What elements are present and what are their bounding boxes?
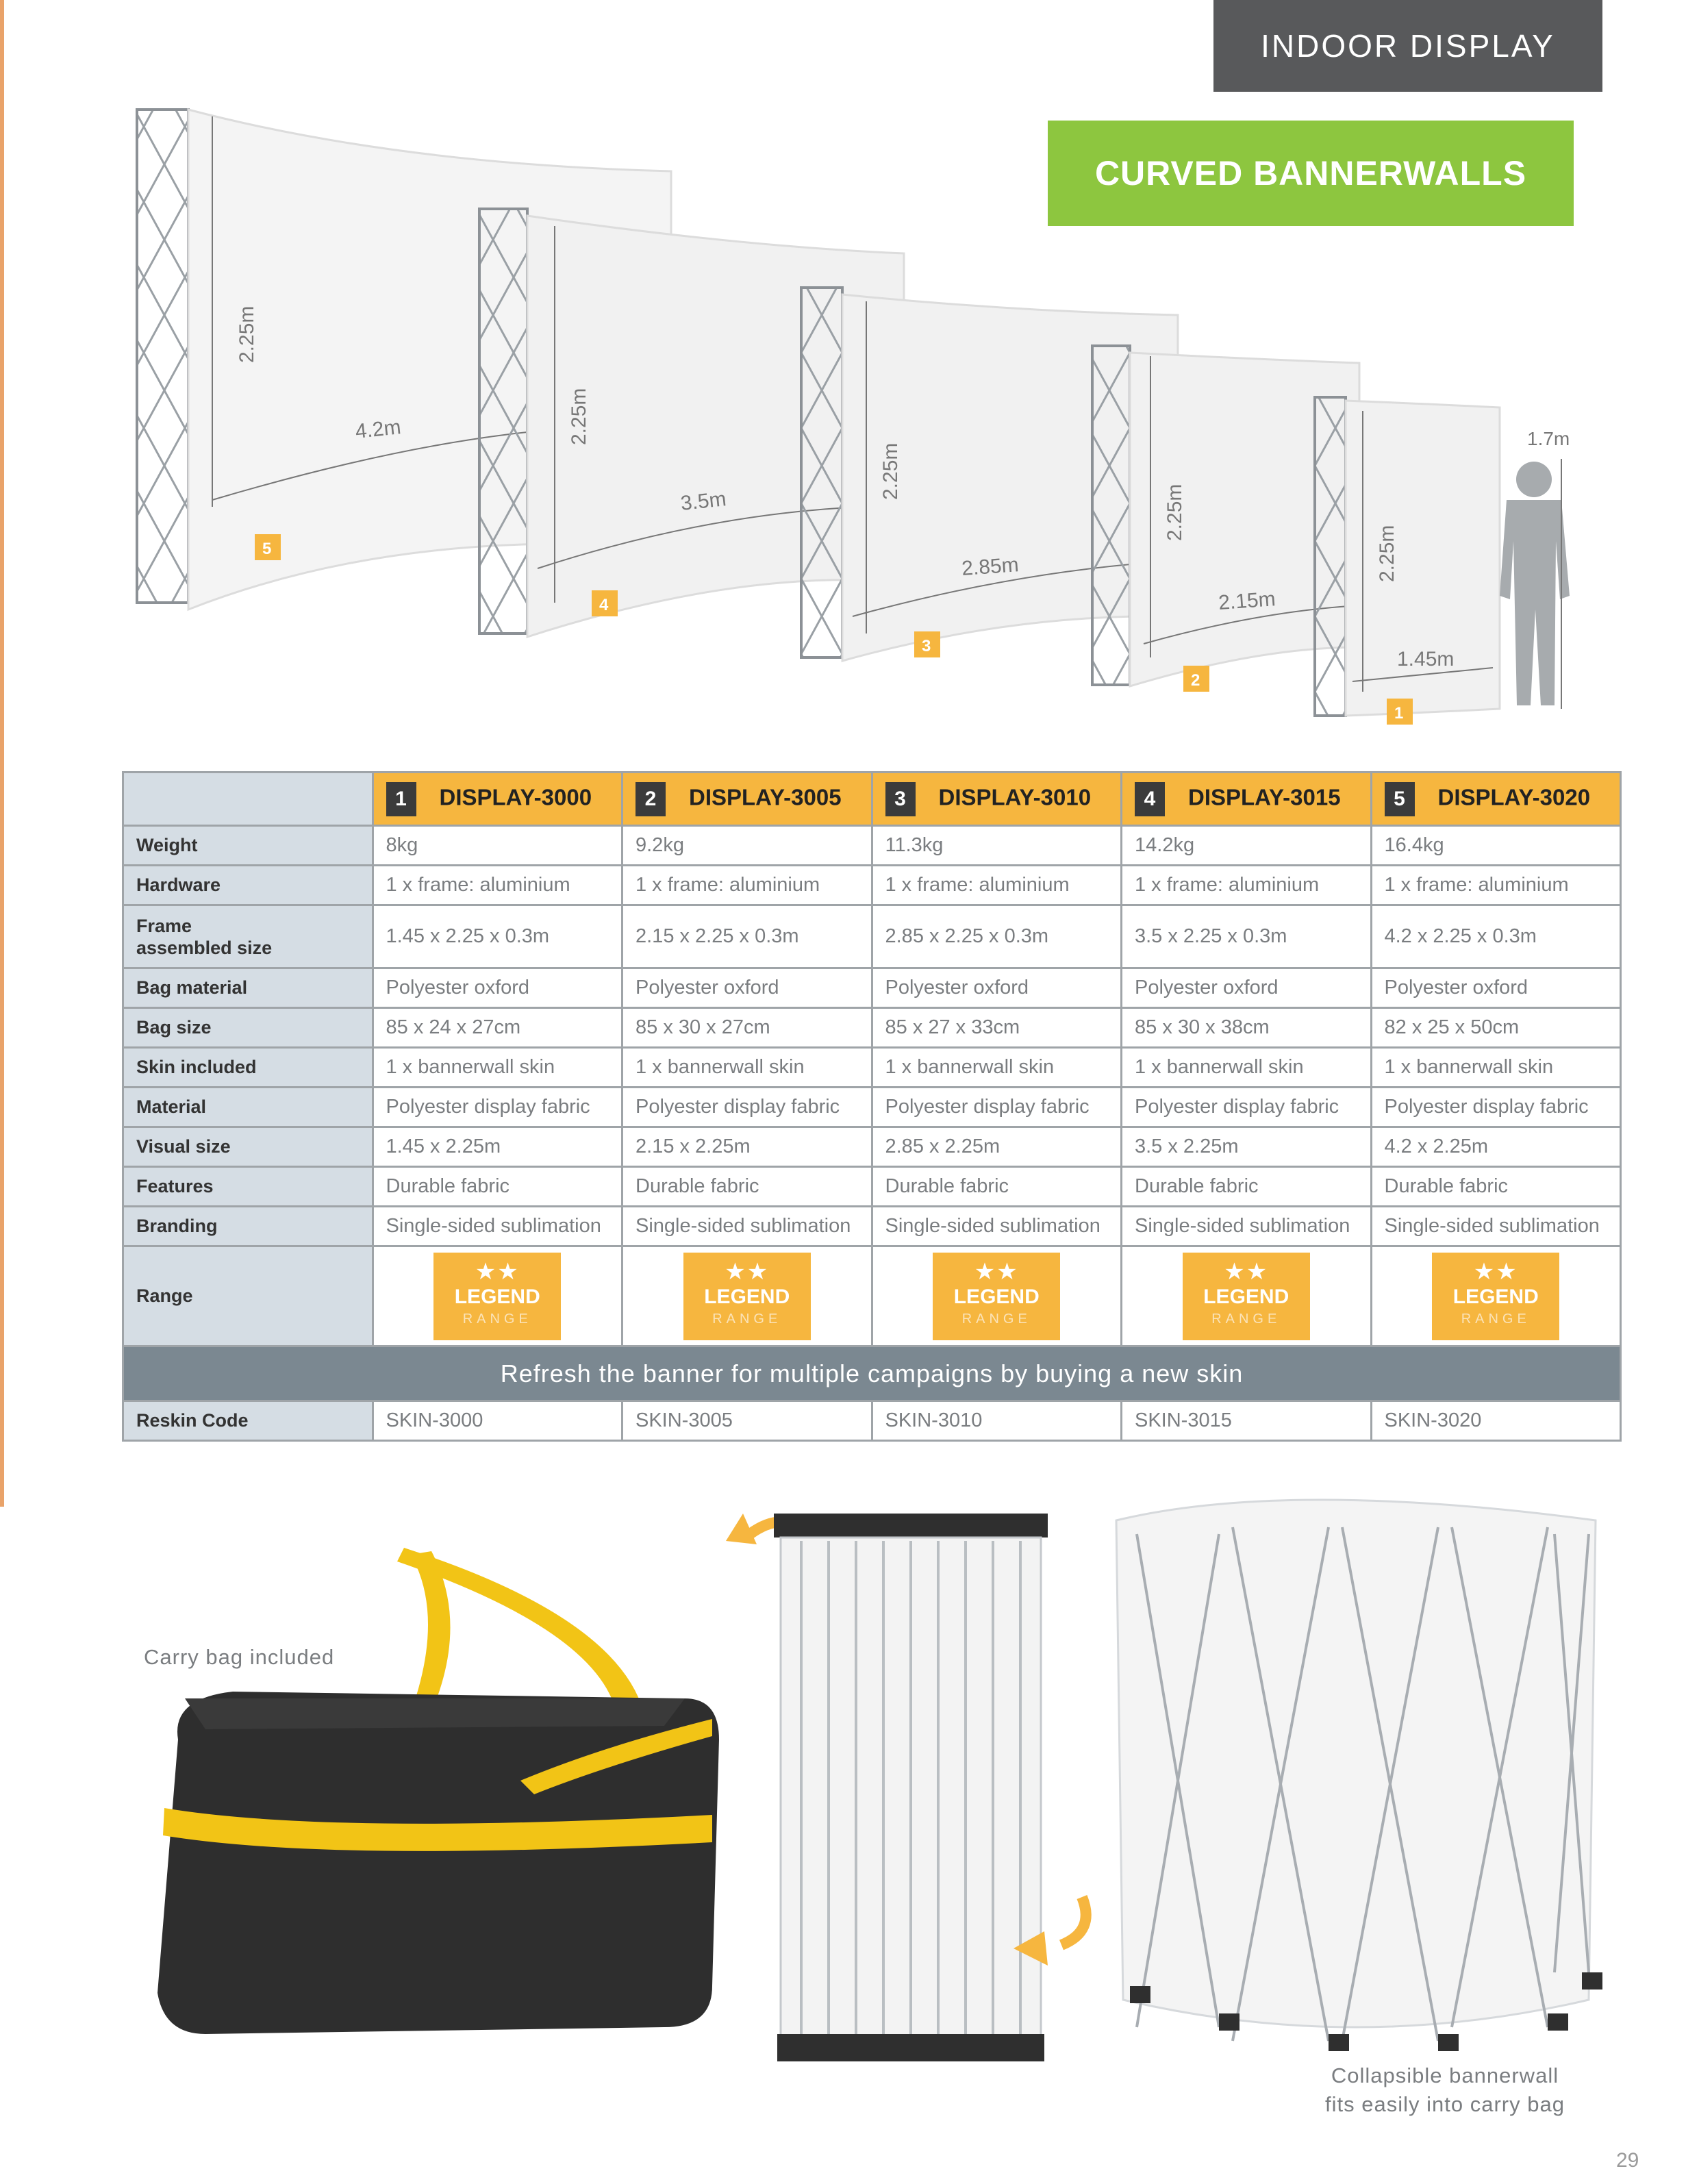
model-header-4: 4 DISPLAY-3015 xyxy=(1122,773,1372,826)
wall-4-width: 3.5m xyxy=(679,488,728,515)
legend-range-badge: ★★ LEGEND RANGE xyxy=(433,1253,561,1340)
table-row-weight: Weight 8kg 9.2kg 11.3kg 14.2kg 16.4kg xyxy=(123,826,1621,866)
wall-3-height: 2.25m xyxy=(879,442,902,500)
table-row-bag-size: Bag size 85 x 24 x 27cm 85 x 30 x 27cm 85 x 27 x 33cm 85 x 30 x 38cm 82 x 25 x 50cm xyxy=(123,1008,1621,1048)
table-header-row xyxy=(123,773,1621,826)
wall-4-badge: 4 xyxy=(599,596,609,614)
person-silhouette xyxy=(1500,428,1570,709)
bottom-illustrations xyxy=(123,1493,1644,2144)
model-header-1: 1 DISPLAY-3000 xyxy=(373,773,622,826)
table-row-range: Range ★★ LEGEND RANGE ★★ LEGEND RANGE ★★ LEGEND RANGE ★★ LEGEND RANGE ★★ LEGEND RANGE xyxy=(123,1246,1621,1346)
table-row-reskin-code: Reskin Code SKIN-3000 SKIN-3005 SKIN-3010 SKIN-3015 SKIN-3020 xyxy=(123,1401,1621,1441)
model-header-5: 5 DISPLAY-3020 xyxy=(1371,773,1621,826)
spec-table xyxy=(122,771,1622,1442)
wall-5-badge: 5 xyxy=(262,540,272,558)
wall-2-width: 2.15m xyxy=(1218,588,1276,614)
reskin-banner: Refresh the banner for multiple campaigns by buying a new skin xyxy=(123,1346,1621,1401)
table-corner xyxy=(123,773,373,826)
expanding-frame-image xyxy=(1116,1500,1602,2051)
wall-1 xyxy=(1315,397,1500,725)
wall-4-height: 2.25m xyxy=(568,388,590,445)
table-row-visual-size: Visual size 1.45 x 2.25m 2.15 x 2.25m 2.85 x 2.25m 3.5 x 2.25m 4.2 x 2.25m xyxy=(123,1127,1621,1167)
page-edge-strip xyxy=(0,0,4,1507)
wall-3-badge: 3 xyxy=(922,637,931,655)
reskin-banner-row xyxy=(123,1346,1621,1401)
folded-frame-image xyxy=(774,1514,1048,2061)
hero-illustration xyxy=(123,89,1616,753)
wall-2-height: 2.25m xyxy=(1163,484,1186,541)
wall-1-badge: 1 xyxy=(1394,704,1404,723)
wall-5-height: 2.25m xyxy=(236,305,258,363)
carry-bag-image xyxy=(158,1548,719,2034)
legend-range-badge: ★★ LEGEND RANGE xyxy=(1183,1253,1310,1340)
table-row-hardware: Hardware 1 x frame: aluminium 1 x frame: aluminium 1 x frame: aluminium 1 x frame: aluminium 1 x frame: aluminium xyxy=(123,866,1621,905)
legend-range-badge: ★★ LEGEND RANGE xyxy=(1432,1253,1559,1340)
wall-1-height: 2.25m xyxy=(1376,525,1398,582)
page-title: CURVED BANNERWALLS xyxy=(1048,121,1574,226)
page-number: 29 xyxy=(1616,2149,1639,2172)
table-row-skin-included: Skin included 1 x bannerwall skin 1 x bannerwall skin 1 x bannerwall skin 1 x bannerwall skin 1 x bannerwall skin xyxy=(123,1048,1621,1088)
table-row-material: Material Polyester display fabric Polyester display fabric Polyester display fabric Polyester display fabric Polyester display fabric xyxy=(123,1088,1621,1127)
table-row-bag-material: Bag material Polyester oxford Polyester oxford Polyester oxford Polyester oxford Polyester oxford xyxy=(123,968,1621,1008)
legend-range-badge: ★★ LEGEND RANGE xyxy=(933,1253,1060,1340)
carry-bag-caption: Carry bag included xyxy=(144,1645,335,1669)
person-height-label: 1.7m xyxy=(1527,428,1570,449)
wall-1-width: 1.45m xyxy=(1397,648,1455,670)
table-row-branding: Branding Single-sided sublimation Single-sided sublimation Single-sided sublimation Single-sided sublimation Single-sided sublimation xyxy=(123,1207,1621,1246)
table-row-features: Features Durable fabric Durable fabric Durable fabric Durable fabric Durable fabric xyxy=(123,1167,1621,1207)
wall-3-width: 2.85m xyxy=(961,553,1020,580)
collapsible-caption: Collapsible bannerwall fits easily into carry bag xyxy=(1325,2063,1565,2116)
wall-2-badge: 2 xyxy=(1191,671,1200,690)
legend-range-badge: ★★ LEGEND RANGE xyxy=(683,1253,811,1340)
table-row-frame-size: Frame assembled size 1.45 x 2.25 x 0.3m 2.15 x 2.25 x 0.3m 2.85 x 2.25 x 0.3m 3.5 x 2.25 x 0.3m 4.2 x 2.25 x 0.3m xyxy=(123,905,1621,968)
section-tag: INDOOR DISPLAY xyxy=(1213,0,1602,92)
model-header-3: 3 DISPLAY-3010 xyxy=(872,773,1122,826)
wall-5-width: 4.2m xyxy=(354,416,403,443)
model-header-2: 2 DISPLAY-3005 xyxy=(622,773,872,826)
